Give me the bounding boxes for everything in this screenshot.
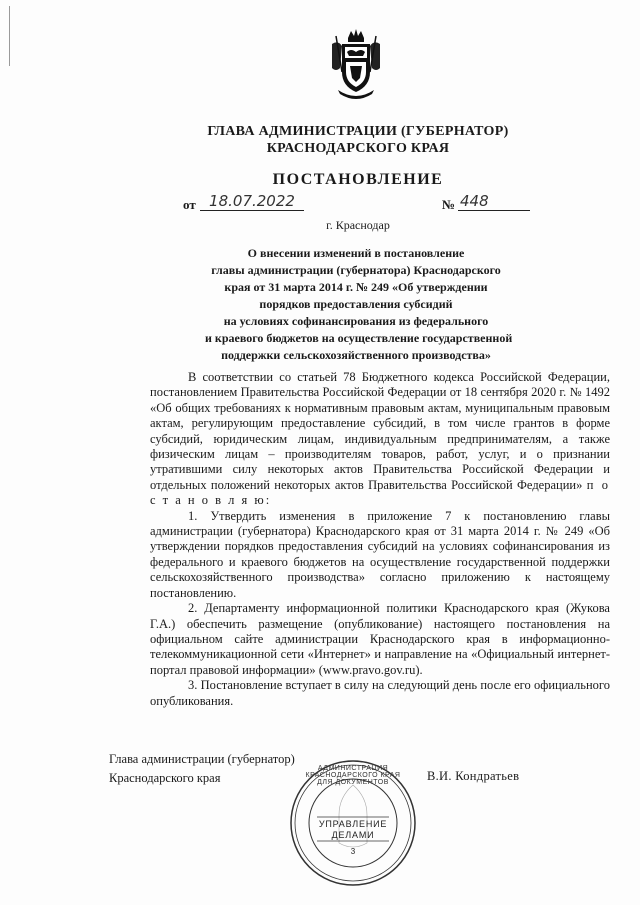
signatory-name: В.И. Кондратьев xyxy=(427,769,520,783)
date-label: от xyxy=(183,197,196,212)
title-line: и краевого бюджетов на осуществление государственной xyxy=(205,331,513,345)
signatory-position-line1: Глава администрации (губернатор) xyxy=(109,752,295,766)
city-line: г. Краснодар xyxy=(326,218,390,232)
title-line: на условиях софинансирования из федерального xyxy=(223,314,489,328)
title-line: края от 31 марта 2014 г. № 249 «Об утверждении xyxy=(224,280,488,294)
decree-word: п о с т а н о в л я ю: xyxy=(150,477,610,508)
scan-edge-line xyxy=(9,6,10,66)
signatory-position xyxy=(109,750,295,788)
document-type: ПОСТАНОВЛЕНИЕ xyxy=(272,171,444,188)
title-line: главы администрации (губернатора) Краснодарского xyxy=(211,263,501,277)
preamble-paragraph xyxy=(150,370,610,509)
stamp-number: 3 xyxy=(350,847,356,856)
stamp-inner-line1: УПРАВЛЕНИЕ xyxy=(318,819,388,829)
number-value: 448 xyxy=(458,192,530,211)
org-title-line2: КРАСНОДАРСКОГО КРАЯ xyxy=(266,141,450,156)
stamp-inner-line2: ДЕЛАМИ xyxy=(331,830,375,840)
decree-body xyxy=(150,370,610,709)
title-line: поддержки сельскохозяйственного производства» xyxy=(221,348,491,362)
item-3-paragraph: 3. Постановление вступает в силу на следующий день после его официального опубликования. xyxy=(150,678,610,708)
stamp-outer-text: АДМИНИСТРАЦИЯ КРАСНОДАРСКОГО КРАЯ ДЛЯ ДОКУМЕНТОВ xyxy=(305,765,401,786)
preamble-text: В соответствии со статьей 78 Бюджетного кодекса Российской Федерации, постановлением Правительства Российской Федерации от 18 сентября 2020 г. № 1492 «Об общих требованиях к нормативным правовым актам, муниципальным правовым актам, регулирующим предоставление субсидий, в том числе грантов в форме субсидий, юридическим лицам, индивидуальным предпринимателям, а также физическим лицам – производителям товаров, работ, услуг, и о признании утратившими силу некоторых актов Правительства Российской Федерации и отдельных положений некоторых актов Правительства Российской Федерации» xyxy=(150,370,610,492)
signatory-position-line2: Краснодарского края xyxy=(109,771,221,785)
org-title-line1: ГЛАВА АДМИНИСТРАЦИИ (ГУБЕРНАТОР) xyxy=(207,124,509,139)
title-line: О внесении изменений в постановление xyxy=(247,246,465,260)
number-label: № xyxy=(442,197,456,212)
decree-title xyxy=(205,245,513,364)
item-1-paragraph: 1. Утвердить изменения в приложение 7 к постановлению главы администрации (губернатора) Краснодарского края от 31 марта 2014 г. № 249 «Об утверждении порядков предоставления субсидий на условиях софинансирования из федерального и краевого бюджетов на осуществление государственной поддержки сельскохозяйственного производства» согласно приложению к настоящему постановлению. xyxy=(150,508,610,600)
krasnodar-coat-of-arms-icon xyxy=(326,28,386,102)
date-value: 18.07.2022 xyxy=(200,192,304,211)
title-line: порядков предоставления субсидий xyxy=(259,297,453,311)
item-2-paragraph: 2. Департаменту информационной политики Краснодарского края (Жукова Г.А.) обеспечить размещение (опубликование) настоящего постановления на официальном сайте администрации Краснодарского края в информационно-телекоммуникационной сети «Интернет» и направление на «Официальный интернет-портал правовой информации» (www.pravo.gov.ru). xyxy=(150,601,610,677)
stamp-text-layer xyxy=(287,757,419,889)
